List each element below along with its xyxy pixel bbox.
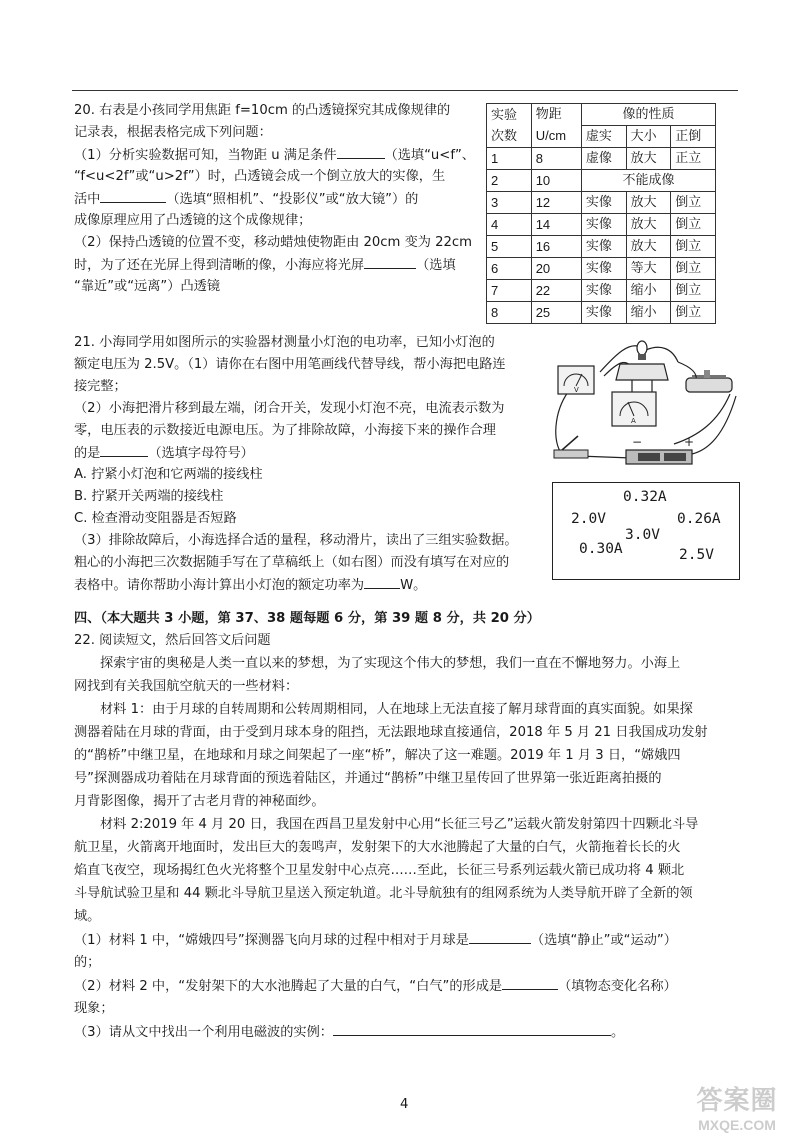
- answer-blank[interactable]: [469, 929, 531, 944]
- q20-line-6: 成像原理应用了凸透镜的这个成像规律；: [74, 213, 312, 228]
- q21-line-6: 的是 （选填字母符号）: [74, 442, 254, 464]
- header-image-property: 像的性质: [581, 104, 715, 126]
- circuit-diagram: [548, 332, 744, 474]
- table-row: 4 14 实像 放大 倒立: [487, 214, 716, 236]
- material-2-line: 斗导航试验卫星和 44 颗北斗导航卫星送入预定轨道。北斗导航独有的组网系统为人类导航开辟了全新的领: [74, 886, 693, 901]
- material-1-line: 测器着陆在月球的背面，由于受到月球本身的阻挡，无法跟地球直接通信，2018 年 5 月 21 日我国成功发射: [74, 725, 708, 740]
- answer-blank[interactable]: [364, 254, 416, 269]
- q21-line-3: 接完整；: [74, 379, 127, 394]
- q21-line-4: （2）小海把滑片移到最左端，闭合开关，发现小灯泡不亮，电流表示数为: [74, 401, 505, 416]
- ammeter-label: A: [631, 417, 636, 425]
- draft-readings-box: [552, 482, 740, 580]
- answer-blank[interactable]: [364, 574, 400, 589]
- option-c: C. 检查滑动变阻器是否短路: [74, 511, 237, 526]
- no-image-cell: 不能成像: [581, 170, 715, 192]
- q22-para-line: 探索宇宙的奥秘是人类一直以来的梦想，为了实现这个伟大的梦想，我们一直在不懈地努力。小海上: [100, 656, 681, 671]
- header-trial: 实验 次数: [487, 104, 532, 148]
- q21-line-1: 21. 小海同学用如图所示的实验器材测量小灯泡的电功率，已知小灯泡的: [74, 335, 495, 350]
- answer-blank[interactable]: [333, 1021, 611, 1036]
- material-1-line: 月背影图像，揭开了古老月背的神秘面纱。: [74, 794, 325, 809]
- q20-line-8: 时，为了还在光屏上得到清晰的像，小海应将光屏 （选填: [74, 254, 456, 276]
- ammeter: [612, 392, 656, 426]
- q21-line-5: 零，电压表的示数接近电源电压。为了排除故障，小海接下来的操作合理: [74, 423, 496, 438]
- table-row: 6 20 实像 等大 倒立: [487, 258, 716, 280]
- reading-value: 0.26A: [677, 511, 721, 527]
- material-1-line: 材料 1：由于月球的自转周期和公转周期相同，人在地球上无法直接了解月球背面的真实面貌。如果探: [100, 702, 693, 717]
- table-row: 1 8 虚像 放大 正立: [487, 148, 716, 170]
- q22-sub-1: （1）材料 1 中，“嫦娥四号”探测器飞向月球的过程中相对于月球是 （选填“静止”或“运动”）: [74, 929, 677, 951]
- material-2-line: 焰直飞夜空，现场揭红色火光将整个卫星发射中心点亮……至此，长征三号系列运载火箭已成功将 4 颗北: [74, 863, 685, 878]
- header-distance: 物距 U/cm: [531, 104, 581, 148]
- q21-line-7: （3）排除故障后，小海选择合适的量程，移动滑片，读出了三组实验数据。: [74, 533, 518, 548]
- battery-plus: +: [684, 435, 695, 449]
- switch: [554, 436, 588, 458]
- q20-line-1: 20. 右表是小孩同学用焦距 f=10cm 的凸透镜探究其成像规律的: [74, 103, 451, 118]
- battery: [626, 435, 694, 464]
- reading-value: 0.32A: [623, 489, 667, 505]
- reading-value: 2.0V: [571, 511, 606, 527]
- q22-sub-3: （3）请从文中找出一个利用电磁波的实例： 。: [74, 1021, 624, 1043]
- table-row: 2 10 不能成像: [487, 170, 716, 192]
- q22-sub-2-end: 现象；: [74, 1001, 114, 1016]
- answer-blank[interactable]: [100, 442, 148, 457]
- q22-intro: 22. 阅读短文，然后回答文后问题: [74, 633, 271, 648]
- q20-line-9: “靠近”或“远离”）凸透镜: [74, 279, 221, 294]
- q20-line-2: 记录表，根据表格完成下列问题：: [74, 125, 272, 140]
- reading-value: 0.30A: [579, 541, 623, 557]
- reading-value: 2.5V: [679, 547, 714, 563]
- answer-blank[interactable]: [100, 188, 166, 203]
- watermark-url: MXQE.COM: [698, 1117, 776, 1133]
- material-1-line: 号”探测器成功着陆在月球背面的预选着陆区，并通过“鹊桥”中继卫星传回了世界第一张近距离拍摄的: [74, 771, 662, 786]
- q20-line-3: （1）分析实验数据可知，当物距 u 满足条件 （选填“u<f”、: [74, 144, 475, 166]
- reading-value: 3.0V: [625, 527, 660, 543]
- q20-line-5: 活中 （选填“照相机”、“投影仪”或“放大镜”）的: [74, 188, 418, 210]
- table-row: 5 16 实像 放大 倒立: [487, 236, 716, 258]
- q21-line-2: 额定电压为 2.5V。（1）请你在右图中用笔画线代替导线，帮小海把电路连: [74, 357, 506, 372]
- material-1-line: 的“鹊桥”中继卫星，在地球和月球之间架起了一座“桥”，解决了这一难题。2019 年 1 月 3 日，“嫦娥四: [74, 748, 681, 763]
- header-orientation: 正倒: [671, 126, 716, 148]
- header-size: 大小: [626, 126, 671, 148]
- q21-line-9: 表格中。请你帮助小海计算出小灯泡的额定功率为 W。: [74, 574, 426, 596]
- q22-sub-2: （2）材料 2 中，“发射架下的大水池腾起了大量的白气，“白气”的形成是 （填物态变化名称）: [74, 975, 677, 997]
- answer-blank[interactable]: [502, 975, 558, 990]
- q22-para-line: 网找到有关我国航空航天的一些材料：: [74, 679, 299, 694]
- experiment-table: [486, 103, 716, 324]
- section-4-heading: 四、（本大题共 3 小题，第 37、38 题每题 6 分，第 39 题 8 分，共 20 分）: [74, 611, 540, 626]
- option-a: A. 拧紧小灯泡和它两端的接线柱: [74, 467, 263, 482]
- voltmeter: [558, 366, 594, 394]
- watermark-title: 答案圈: [696, 1086, 778, 1116]
- q20-line-7: （2）保持凸透镜的位置不变，移动蜡烛使物距由 20cm 变为 22cm: [74, 235, 473, 250]
- top-rule: [72, 90, 738, 91]
- material-2-line: 材料 2:2019 年 4 月 20 日，我国在西昌卫星发射中心用“长征三号乙”运载火箭发射第四十四颗北斗导: [100, 817, 699, 832]
- option-b: B. 拧紧开关两端的接线柱: [74, 489, 224, 504]
- q22-sub-1-end: 的；: [74, 955, 101, 970]
- table-row: 8 25 实像 缩小 倒立: [487, 302, 716, 324]
- q20-line-4: “f<u<2f”或“u>2f”）时，凸透镜会成一个倒立放大的实像，生: [74, 169, 446, 184]
- page-number: 4: [400, 1097, 409, 1112]
- battery-minus: −: [632, 435, 643, 449]
- material-2-line: 域。: [74, 909, 101, 924]
- watermark: [672, 1086, 802, 1134]
- answer-blank[interactable]: [337, 144, 385, 159]
- table-row: 7 22 实像 缩小 倒立: [487, 280, 716, 302]
- material-2-line: 航卫星，火箭离开地面时，发出巨大的轰鸣声，发射架下的大水池腾起了大量的白气，火箭拖着长长的火: [74, 840, 681, 855]
- rheostat: [686, 370, 732, 392]
- header-real-virtual: 虚实: [581, 126, 626, 148]
- voltmeter-label: V: [574, 386, 579, 394]
- q21-line-8: 粗心的小海把三次数据随手写在了草稿纸上（如右图）而没有填写在对应的: [74, 555, 510, 570]
- table-row: 3 12 实像 放大 倒立: [487, 192, 716, 214]
